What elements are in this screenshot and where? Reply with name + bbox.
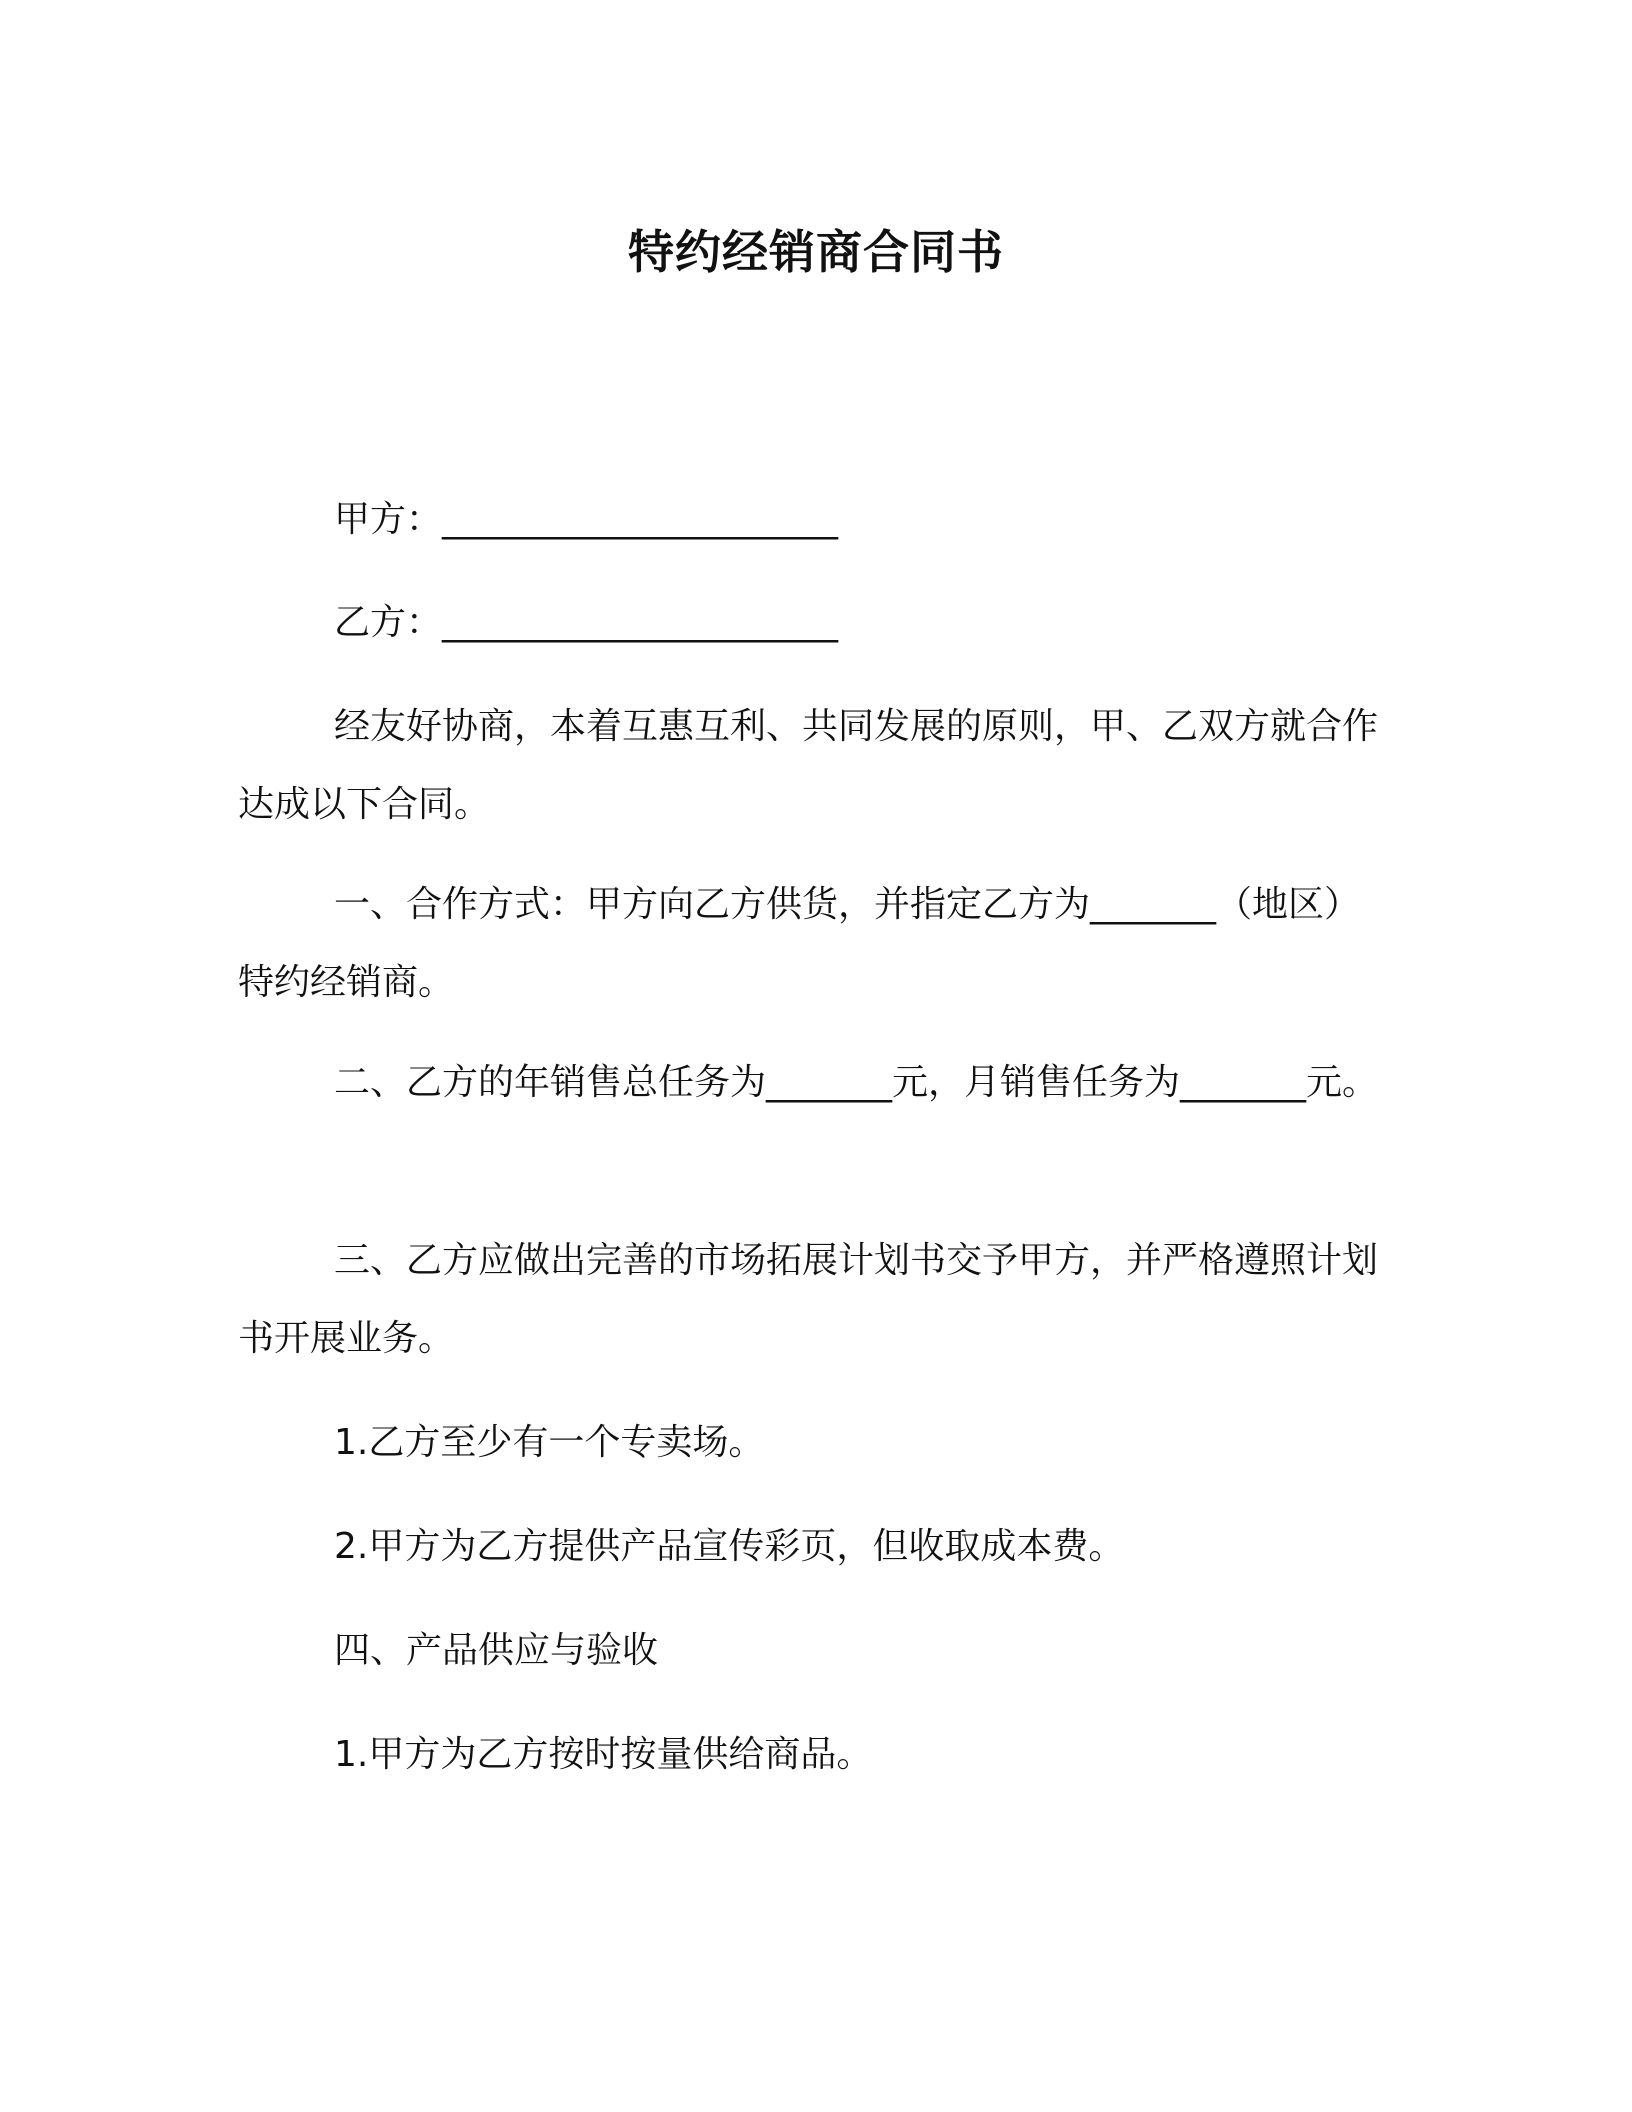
clause-3-item-2: 2.甲方为乙方提供产品宣传彩页，但收取成本费。 — [334, 1526, 1125, 1567]
clause-4-heading: 四、产品供应与验收 — [334, 1630, 659, 1671]
document-title: 特约经销商合同书 — [628, 225, 1004, 279]
clause-1-cooperation: 一、合作方式：甲方向乙方供货，并指定乙方为_______（地区）特约经销商。 — [238, 884, 1361, 1003]
clause-2-sales-target: 二、乙方的年销售总任务为_______元，月销售任务为_______元。 — [334, 1062, 1379, 1103]
party-b-line: 乙方：______________________ — [334, 602, 839, 643]
clause-4-item-1: 1.甲方为乙方按时按量供给商品。 — [334, 1734, 873, 1775]
clause-3-market-plan: 三、乙方应做出完善的市场拓展计划书交予甲方，并严格遵照计划书开展业务。 — [238, 1240, 1379, 1359]
intro-paragraph: 经友好协商，本着互惠互利、共同发展的原则，甲、乙双方就合作达成以下合同。 — [238, 706, 1379, 825]
clause-3-item-1: 1.乙方至少有一个专卖场。 — [334, 1422, 765, 1463]
party-a-line: 甲方：______________________ — [334, 499, 839, 540]
